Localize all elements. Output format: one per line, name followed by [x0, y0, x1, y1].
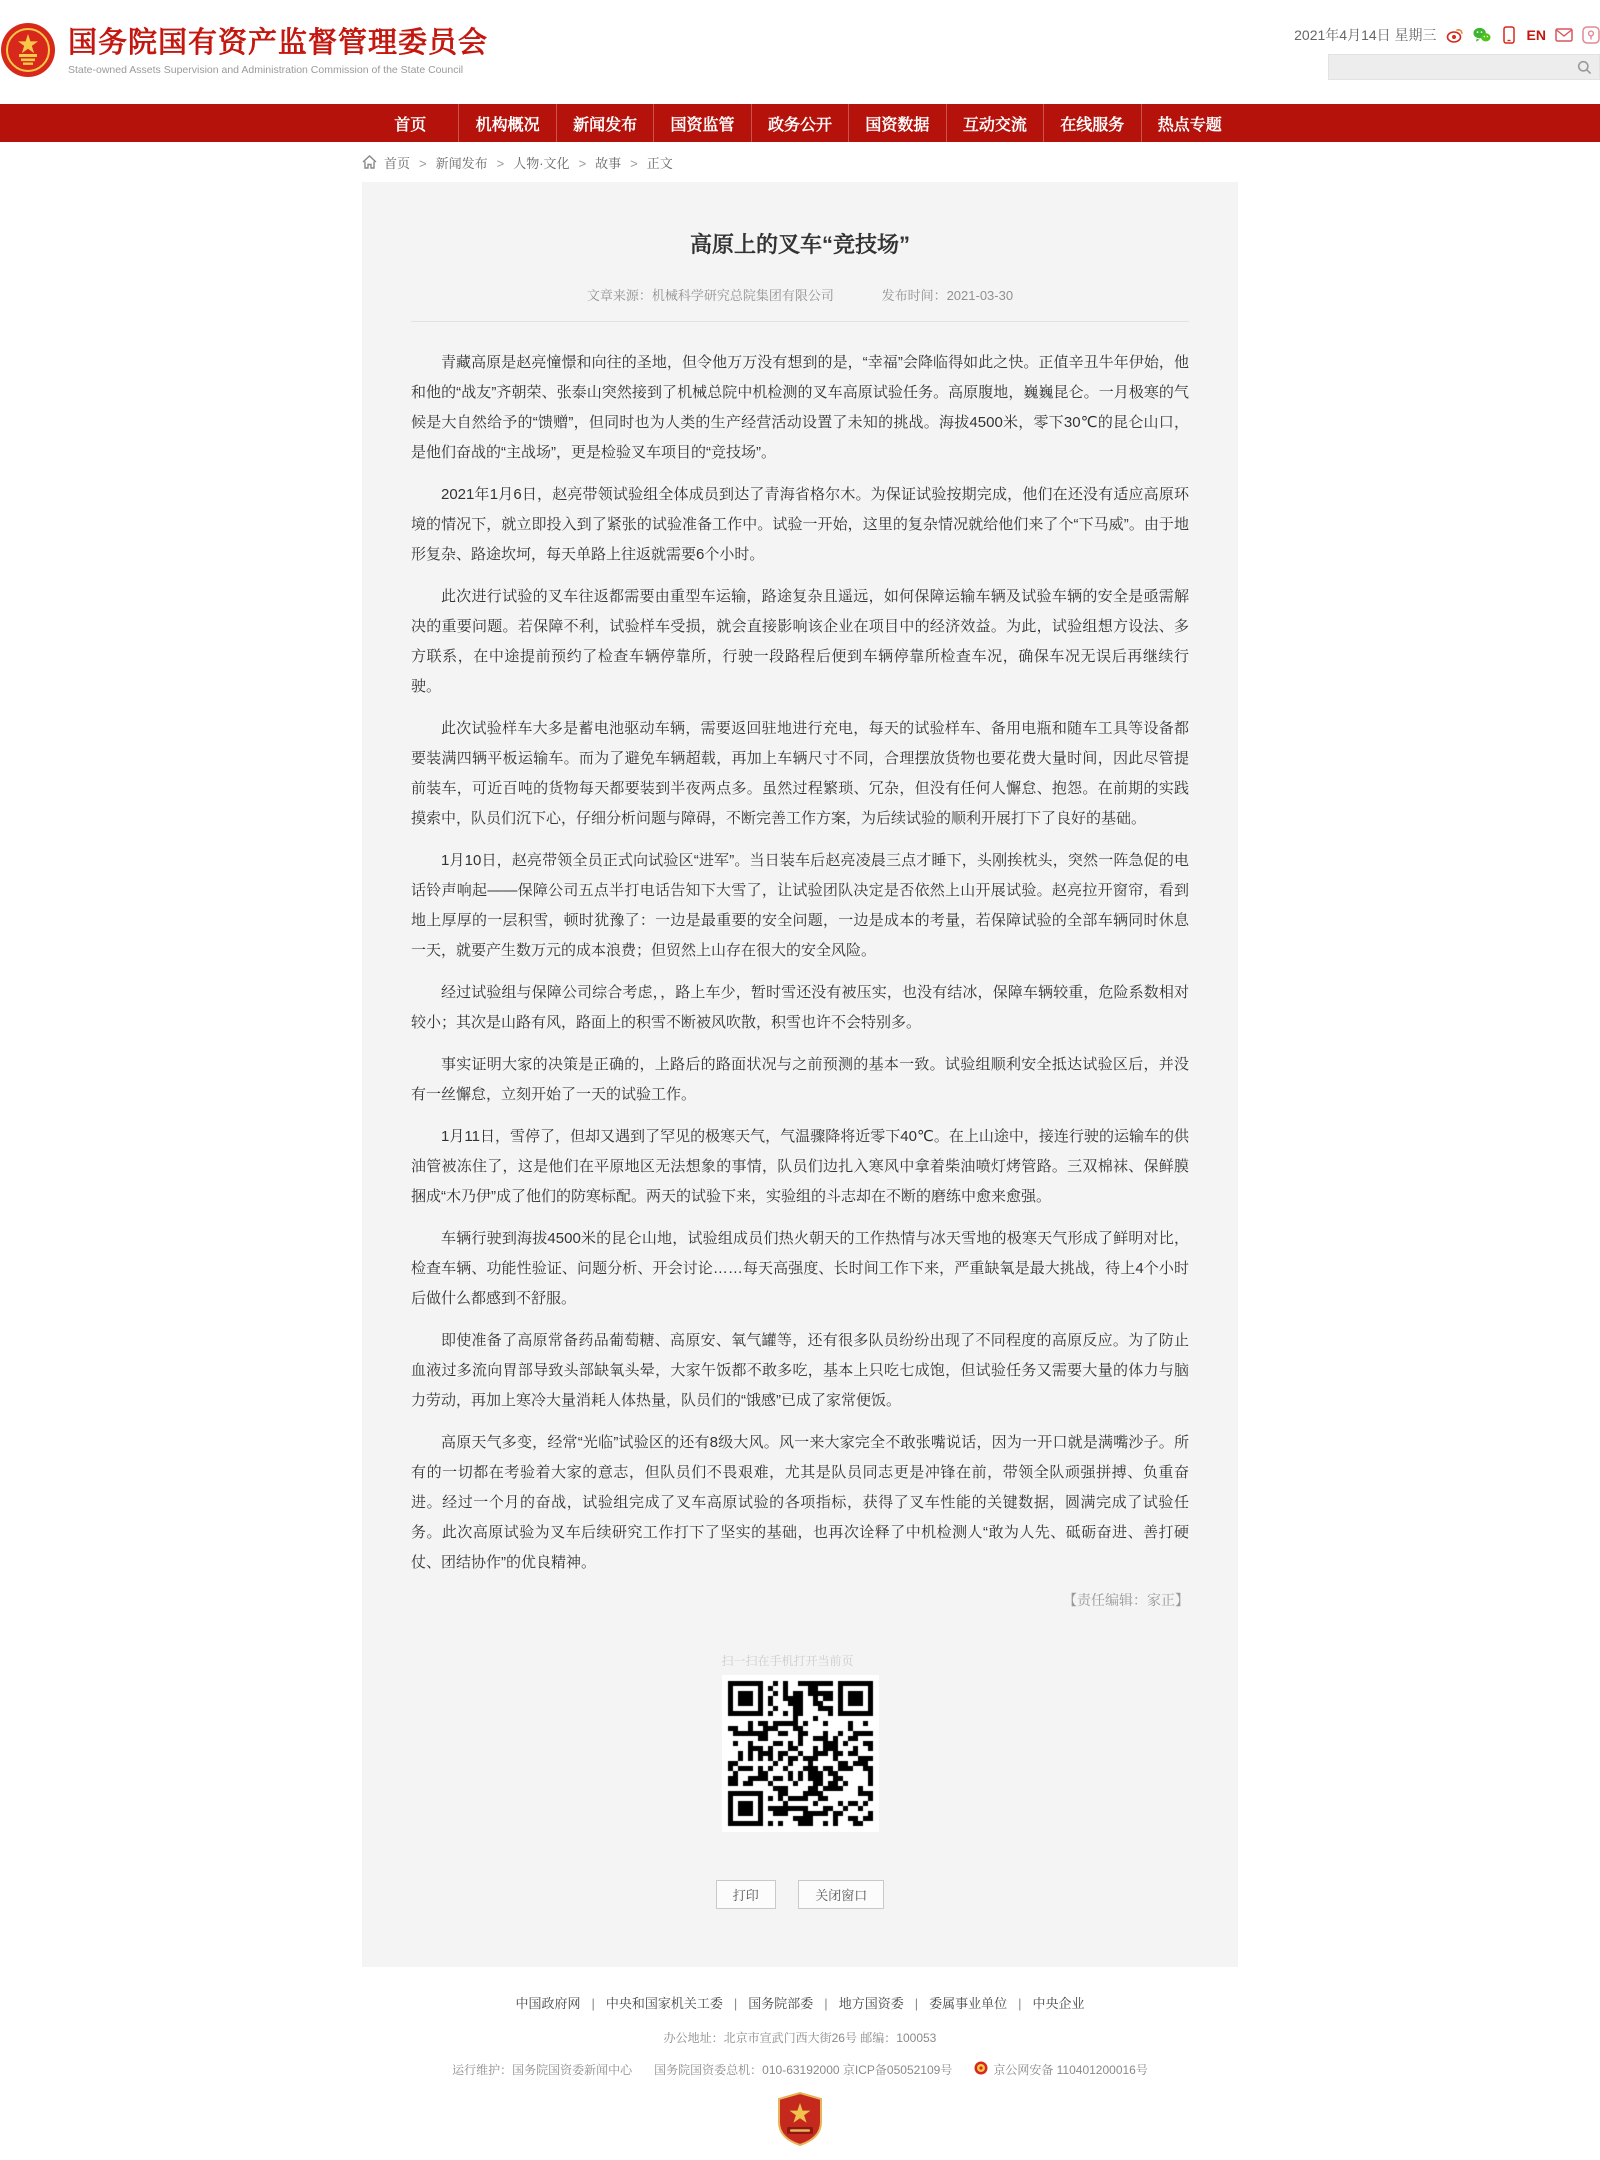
nav-items — [362, 104, 1238, 142]
police-record-link[interactable] — [974, 2061, 1148, 2078]
article-source — [587, 288, 838, 303]
nav-item[interactable]: 首页 — [394, 116, 427, 134]
footer-maintain: 运行维护：国务院国资委新闻中心 — [452, 2063, 633, 2077]
qr-caption: 扫一扫在手机打开当前页 — [721, 1654, 854, 1668]
breadcrumb-row — [0, 142, 1600, 182]
article-paragraph: 青藏高原是赵亮憧憬和向往的圣地，但令他万万没有想到的是，“幸福”会降临得如此之快。正值辛丑牛年伊始，他和他的“战友”齐朝荣、张泰山突然接到了机械总院中机检测的叉车高原试验任务。高原腹地，巍巍昆仑。一月极寒的气候是大自然给予的“馈赠”，但同时也为人类的生产经营活动设置了未知的挑战。海拔4500米，零下30℃的昆仑山口，是他们奋战的“主战场”，更是检验叉车项目的“竞技场”。 — [411, 354, 1189, 461]
nav-item[interactable]: 热点专题 — [1141, 104, 1238, 142]
home-icon[interactable] — [362, 155, 377, 169]
qr-block — [722, 1652, 879, 1832]
article-paragraph: 1月10日，赵亮带领全员正式向试验区“进军”。当日装车后赵亮凌晨三点才睡下，头刚挨枕头，突然一阵急促的电话铃声响起——保障公司五点半打电话告知下大雪了，让试验团队决定是否依然上山开展试验。赵亮拉开窗帘，看到地上厚厚的一层积雪，顿时犹豫了：一边是最重要的安全问题，一边是成本的考量，若保障试验的全部车辆同时休息一天，就要产生数万元的成本浪费；但贸然上山存在很大的安全风险。 — [411, 852, 1189, 959]
editor-credit: 【责任编辑：家正】 — [1063, 1592, 1189, 1608]
article-body — [411, 348, 1189, 1578]
breadcrumb-item[interactable]: > 故事 — [570, 153, 622, 172]
police-badge-icon — [974, 2061, 988, 2078]
site-subtitle: State-owned Assets Supervision and Administration Commission of the State Council — [68, 63, 464, 76]
breadcrumb-item[interactable]: > 新闻发布 — [410, 153, 488, 172]
article-paragraph: 经过试验组与保障公司综合考虑，，路上车少，暂时雪还没有被压实，也没有结冰，保障车辆较重，危险系数相对较小；其次是山路有风，路面上的积雪不断被风吹散，积雪也许不会特别多。 — [411, 984, 1189, 1031]
breadcrumb-items — [384, 153, 673, 172]
breadcrumb — [362, 153, 1238, 172]
nav-item[interactable]: 在线服务 — [1043, 104, 1140, 142]
english-version-link[interactable]: EN — [1526, 26, 1546, 43]
source-value: 机械科学研究总院集团有限公司 — [651, 288, 834, 303]
nav-item[interactable]: 国资数据 — [848, 104, 945, 142]
print-button[interactable]: 打印 — [716, 1880, 776, 1909]
breadcrumb-item: > 正文 — [621, 153, 673, 172]
national-emblem-icon — [0, 22, 56, 83]
publish-label: 发布时间： — [881, 288, 947, 303]
footer-link[interactable]: | 中央和国家机关工委 — [580, 1996, 722, 2011]
qr-code — [722, 1675, 879, 1832]
nav-item[interactable]: 机构概况 — [458, 104, 555, 142]
article-meta — [411, 285, 1189, 322]
search-input[interactable] — [1329, 55, 1599, 79]
article-title: 高原上的叉车“竞技场” — [689, 232, 910, 257]
nav-item[interactable]: 互动交流 — [946, 104, 1043, 142]
footer-link[interactable]: | 中央企业 — [1007, 1996, 1084, 2011]
publish-value: 2021-03-30 — [946, 288, 1014, 303]
mobile-icon[interactable] — [1500, 26, 1518, 44]
footer-link[interactable]: | 地方国资委 — [813, 1996, 903, 2011]
breadcrumb-item[interactable]: 首页 — [384, 155, 411, 171]
footer-maintain-row — [0, 2061, 1600, 2078]
article-card — [362, 182, 1238, 1967]
footer-phone-icp: 国务院国资委总机：010-63192000 京ICP备05052109号 — [654, 2063, 953, 2077]
article-paragraph: 事实证明大家的决策是正确的，上路后的路面状况与之前预测的基本一致。试验组顺利安全抵达试验区后，并没有一丝懈怠，立刻开始了一天的试验工作。 — [411, 1056, 1189, 1103]
nav-item[interactable]: 国资监管 — [653, 104, 750, 142]
source-label: 文章来源： — [586, 288, 652, 303]
article-paragraph: 车辆行驶到海拔4500米的昆仑山地，试验组成员们热火朝天的工作热情与冰天雪地的极寒天气形成了鲜明对比，检查车辆、功能性验证、问题分析、开会讨论……每天高强度、长时间工作下来，严重缺氧是最大挑战，待上4个小时后做什么都感到不舒服。 — [411, 1230, 1189, 1307]
mail-icon[interactable] — [1555, 26, 1573, 44]
action-row — [411, 1880, 1189, 1909]
search-box — [1328, 54, 1600, 80]
article-paragraph: 此次进行试验的叉车往返都需要由重型车运输，路途复杂且遥远，如何保障运输车辆及试验车辆的安全是亟需解决的重要问题。若保障不利，试验样车受损，就会直接影响该企业在项目中的经济效益。为此，试验组想方设法、多方联系，在中途提前预约了检查车辆停靠所，行驶一段路程后便到车辆停靠所检查车况，确保车况无误后再继续行驶。 — [411, 588, 1189, 695]
gov-site-badge-icon — [0, 2092, 1600, 2146]
police-record-number: 京公网安备 110401200016号 — [993, 2063, 1148, 2077]
footer-link[interactable]: | 委属事业单位 — [904, 1996, 1007, 2011]
site-footer — [0, 1967, 1600, 2160]
footer-link[interactable]: 中国政府网 — [515, 1996, 581, 2011]
site-title: 国务院国有资产监督管理委员会 — [68, 27, 489, 60]
location-share-icon[interactable] — [1582, 26, 1600, 44]
current-date: 2021年4月14日 星期三 — [1294, 26, 1437, 43]
article-publish-time — [882, 288, 1014, 303]
footer-links — [0, 1993, 1600, 2012]
search-icon[interactable] — [1573, 57, 1595, 79]
article-paragraph: 此次试验样车大多是蓄电池驱动车辆，需要返回驻地进行充电，每天的试验样车、备用电瓶和随车工具等设备都要装满四辆平板运输车。而为了避免车辆超载，再加上车辆尺寸不同，合理摆放货物也要花费大量时间，因此尽管提前装车，可近百吨的货物每天都要装到半夜两点多。虽然过程繁琐、冗杂，但没有任何人懈怠、抱怨。在前期的实践摸索中，队员们沉下心，仔细分析问题与障碍，不断完善工作方案，为后续试验的顺利开展打下了良好的基础。 — [411, 720, 1189, 827]
breadcrumb-item[interactable]: > 人物·文化 — [488, 153, 570, 172]
site-header — [0, 0, 1600, 104]
footer-link[interactable]: | 国务院部委 — [723, 1996, 813, 2011]
article-paragraph: 即使准备了高原常备药品葡萄糖、高原安、氧气罐等，还有很多队员纷纷出现了不同程度的高原反应。为了防止血液过多流向胃部导致头部缺氧头晕，大家午饭都不敢多吃，基本上只吃七成饱，但试验任务又需要大量的体力与脑力劳动，再加上寒冷大量消耗人体热量，队员们的“饿感”已成了家常便饭。 — [411, 1332, 1189, 1409]
wechat-icon[interactable] — [1473, 26, 1491, 44]
article-paragraph: 1月11日，雪停了，但却又遇到了罕见的极寒天气，气温骤降将近零下40℃。在上山途中，接连行驶的运输车的供油管被冻住了，这是他们在平原地区无法想象的事情，队员们边扎入寒风中拿着柴油喷灯烤管路。三双棉袜、保鲜膜捆成“木乃伊”成了他们的防寒标配。两天的试验下来，实验组的斗志却在不断的磨练中愈来愈强。 — [411, 1128, 1189, 1205]
nav-item[interactable]: 政务公开 — [751, 104, 848, 142]
footer-address: 办公地址：北京市宣武门西大街26号 邮编：100053 — [663, 2031, 937, 2045]
article-paragraph: 高原天气多变，经常“光临”试验区的还有8级大风。风一来大家完全不敢张嘴说话，因为一开口就是满嘴沙子。所有的一切都在考验着大家的意志，但队员们不畏艰难，尤其是队员同志更是冲锋在前，带领全队顽强拼搏、负重奋进。经过一个月的奋战，试验组完成了叉车高原试验的各项指标，获得了叉车性能的关键数据，圆满完成了试验任务。此次高原试验为叉车后续研究工作打下了坚实的基础，也再次诠释了中机检测人“敢为人先、砥砺奋进、善打硬仗、团结协作”的优良精神。 — [411, 1434, 1189, 1571]
weibo-icon[interactable] — [1446, 26, 1464, 44]
main-nav — [0, 104, 1600, 142]
article-paragraph: 2021年1月6日，赵亮带领试验组全体成员到达了青海省格尔木。为保证试验按期完成，他们在还没有适应高原环境的情况下，就立即投入到了紧张的试验准备工作中。试验一开始，这里的复杂情况就给他们来了个“下马威”。由于地形复杂、路途坎坷，每天单路上往返就需要6个小时。 — [411, 486, 1189, 563]
site-brand[interactable] — [0, 22, 488, 83]
close-window-button[interactable]: 关闭窗口 — [798, 1880, 884, 1909]
nav-item[interactable]: 新闻发布 — [556, 104, 653, 142]
